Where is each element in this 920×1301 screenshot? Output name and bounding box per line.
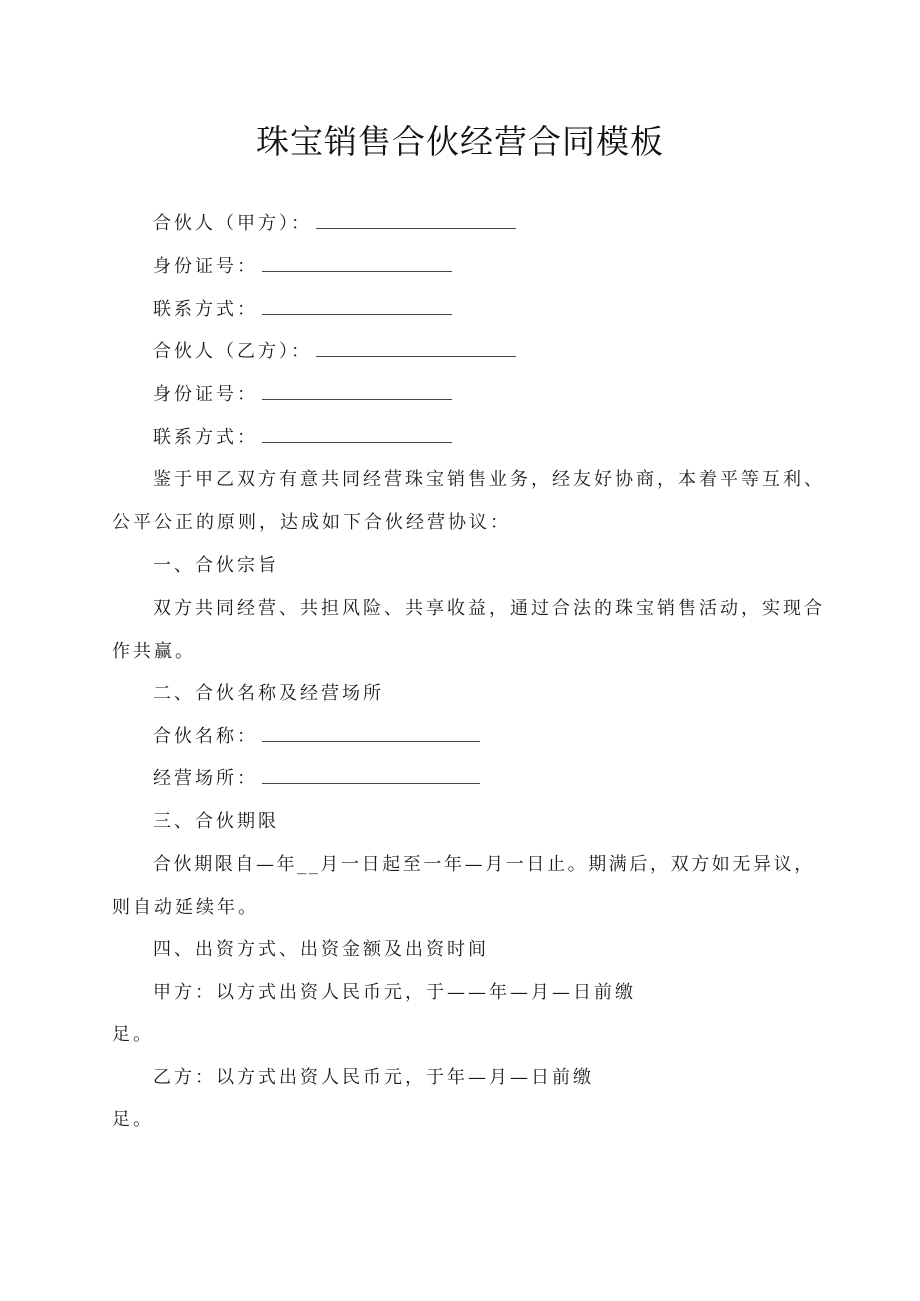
- party-a-id-row: [153, 255, 452, 279]
- party-a-contact-blank: [262, 313, 452, 315]
- party-a-contact-label: 联系方式：: [153, 299, 258, 320]
- intro-line-2: 公平公正的原则，达成如下合伙经营协议：: [112, 512, 511, 533]
- intro-line-1: 鉴于甲乙双方有意共同经营珠宝销售业务，经友好协商，本着平等互利、: [153, 469, 825, 490]
- partnership-name-blank: [262, 740, 480, 742]
- party-a-id-blank: [262, 270, 452, 272]
- section-3-line-2: 则自动延续年。: [112, 897, 259, 918]
- party-b-contribution-line-1: 乙方：以方式出资人民币元，于年—月—日前缴: [153, 1067, 594, 1088]
- partnership-name-label: 合伙名称：: [153, 726, 258, 747]
- partnership-name-row: [153, 725, 480, 749]
- party-a-id-label: 身份证号：: [153, 256, 258, 277]
- party-b-contribution-line-2: 足。: [112, 1109, 154, 1130]
- party-b-row: [153, 340, 516, 364]
- section-1-line-2: 作共赢。: [112, 641, 196, 662]
- party-b-label: 合伙人（乙方）：: [153, 341, 312, 362]
- section-1-line-1: 双方共同经营、共担风险、共享收益，通过合法的珠宝销售活动，实现合: [153, 598, 825, 619]
- party-a-contribution-line-1: 甲方：以方式出资人民币元，于——年—月—日前缴: [153, 982, 636, 1003]
- party-b-id-label: 身份证号：: [153, 384, 258, 405]
- party-b-contact-row: [153, 426, 452, 450]
- party-a-blank: [316, 227, 516, 229]
- party-a-contact-row: [153, 298, 452, 322]
- party-a-label: 合伙人（甲方）：: [153, 213, 312, 234]
- party-a-contribution-line-2: 足。: [112, 1024, 154, 1045]
- section-1-heading: 一、合伙宗旨: [153, 555, 279, 576]
- party-b-blank: [316, 355, 516, 357]
- section-3-heading: 三、合伙期限: [153, 811, 279, 832]
- party-a-row: [153, 212, 516, 236]
- business-place-blank: [262, 782, 480, 784]
- party-b-id-row: [153, 383, 452, 407]
- party-b-contact-blank: [262, 441, 452, 443]
- business-place-label: 经营场所：: [153, 768, 258, 789]
- section-4-heading: 四、出资方式、出资金额及出资时间: [153, 939, 489, 960]
- party-b-id-blank: [262, 398, 452, 400]
- business-place-row: [153, 767, 480, 791]
- section-2-heading: 二、合伙名称及经营场所: [153, 683, 384, 704]
- party-b-contact-label: 联系方式：: [153, 427, 258, 448]
- page-title: 珠宝销售合伙经营合同模板: [256, 122, 664, 161]
- section-3-line-1: 合伙期限自—年__月一日起至一年—月一日止。期满后，双方如无异议，: [153, 854, 815, 875]
